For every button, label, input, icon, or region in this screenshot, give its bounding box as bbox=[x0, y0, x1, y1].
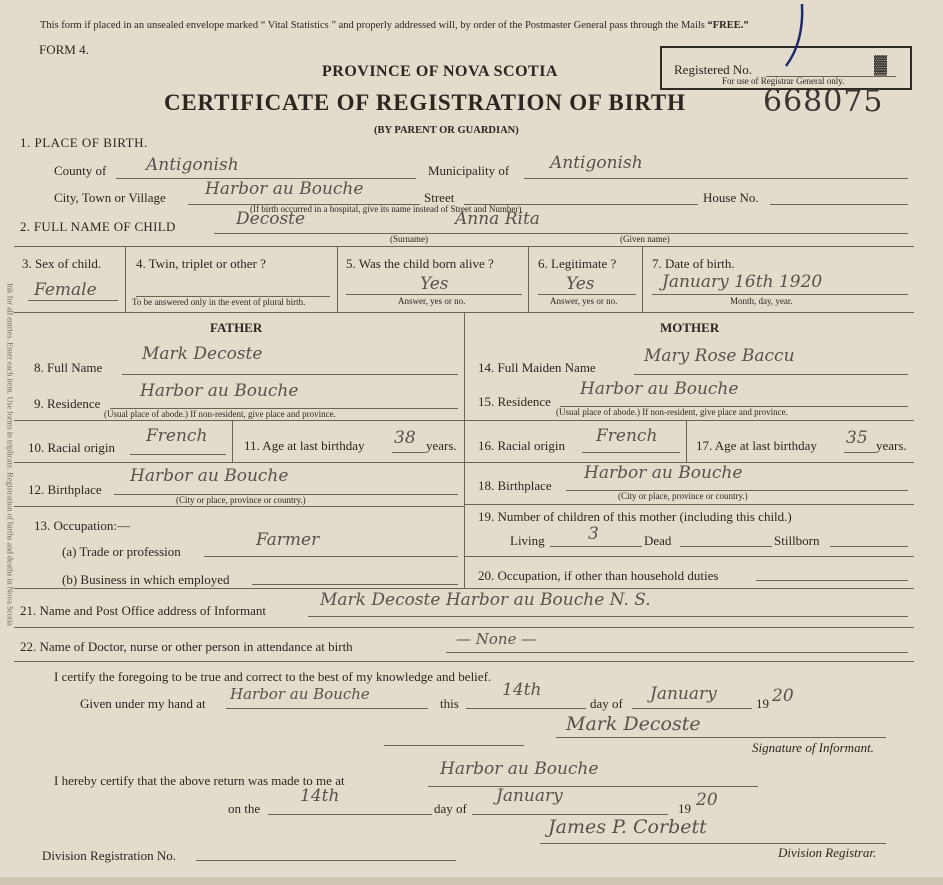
date-label: 7. Date of birth. bbox=[652, 256, 735, 271]
notice-text: This form if placed in an unsealed envelope marked “ Vital Statistics ” and properly addressed will, by order of the Postmaster General pass through the Mails bbox=[40, 20, 708, 31]
alive-label: 5. Was the child born alive ? bbox=[346, 256, 494, 271]
living-value: 3 bbox=[588, 524, 599, 544]
division-label: Division Registration No. bbox=[42, 848, 176, 863]
certificate-number: 668075 bbox=[763, 84, 884, 119]
on-the-label: on the bbox=[228, 801, 261, 816]
mailing-notice bbox=[40, 20, 749, 31]
child-surname-value: Decoste bbox=[236, 209, 306, 229]
county-label: County of bbox=[54, 163, 107, 178]
certify-year-prefix: 19 bbox=[756, 696, 769, 711]
mother-residence-label: 15. Residence bbox=[478, 394, 551, 409]
children-count-label: 19. Number of children of this mother (including this child.) bbox=[478, 509, 792, 524]
mother-occupation-label: 20. Occupation, if other than household duties bbox=[478, 568, 719, 583]
trade-label: (a) Trade or profession bbox=[62, 544, 181, 559]
registrar-day-of-label: day of bbox=[434, 801, 467, 816]
stillborn-label: Stillborn bbox=[774, 533, 820, 548]
municipality-value: Antigonish bbox=[550, 153, 643, 173]
mother-heading: MOTHER bbox=[660, 320, 720, 335]
doctor-value: — None — bbox=[456, 630, 537, 648]
pen-mark bbox=[780, 2, 810, 72]
father-birthplace-note: (City or place, province or country.) bbox=[176, 495, 306, 505]
father-years-label: years. bbox=[426, 438, 457, 453]
signature-caption: Signature of Informant. bbox=[752, 740, 874, 755]
registrar-place-value: Harbor au Bouche bbox=[440, 759, 599, 779]
sex-label: 3. Sex of child. bbox=[22, 256, 102, 271]
informant-label: 21. Name and Post Office address of Informant bbox=[20, 603, 266, 618]
mother-racial-label: 16. Racial origin bbox=[478, 438, 566, 453]
registered-label: Registered No. bbox=[674, 62, 752, 77]
registrar-year-value: 20 bbox=[696, 790, 718, 810]
place-of-birth-heading: 1. PLACE OF BIRTH. bbox=[20, 135, 148, 150]
date-note: Month, day, year. bbox=[730, 296, 793, 306]
certify-day-value: 14th bbox=[502, 680, 542, 700]
certify-month-value: January bbox=[650, 684, 717, 704]
province-heading: PROVINCE OF NOVA SCOTIA bbox=[322, 63, 558, 80]
registered-note: For use of Registrar General only. bbox=[722, 76, 845, 86]
mother-racial-value: French bbox=[596, 426, 658, 446]
house-label: House No. bbox=[703, 190, 759, 205]
subtitle: (BY PARENT OR GUARDIAN) bbox=[374, 125, 519, 136]
father-birthplace-label: 12. Birthplace bbox=[28, 482, 102, 497]
registrar-caption: Division Registrar. bbox=[778, 845, 877, 860]
registrar-day-value: 14th bbox=[300, 786, 340, 806]
certify-text: I certify the foregoing to be true and correct to the best of my knowledge and belief. bbox=[54, 669, 492, 684]
father-age-value: 38 bbox=[394, 428, 416, 448]
mother-age-label: 17. Age at last birthday bbox=[696, 438, 817, 453]
father-occupation-label: 13. Occupation:— bbox=[34, 518, 131, 533]
informant-signature: Mark Decoste bbox=[566, 713, 701, 735]
business-label: (b) Business in which employed bbox=[62, 572, 230, 587]
child-name-label: 2. FULL NAME OF CHILD bbox=[20, 219, 176, 234]
mother-birthplace-value: Harbor au Bouche bbox=[584, 463, 743, 483]
dead-label: Dead bbox=[644, 533, 672, 548]
father-residence-value: Harbor au Bouche bbox=[140, 381, 299, 401]
certificate-title: CERTIFICATE OF REGISTRATION OF BIRTH bbox=[164, 90, 686, 115]
city-label: City, Town or Village bbox=[54, 190, 166, 205]
alive-value: Yes bbox=[420, 274, 449, 294]
hospital-note: (If birth occurred in a hospital, give its name instead of Street and Number) bbox=[250, 204, 522, 214]
city-value: Harbor au Bouche bbox=[205, 179, 364, 199]
twin-note: To be answered only in the event of plural birth. bbox=[132, 297, 306, 307]
mother-birthplace-label: 18. Birthplace bbox=[478, 478, 552, 493]
mother-residence-note: (Usual place of abode.) If non-resident, give place and province. bbox=[556, 407, 788, 417]
given-caption: (Given name) bbox=[620, 234, 670, 244]
municipality-label: Municipality of bbox=[428, 163, 510, 178]
mother-residence-value: Harbor au Bouche bbox=[580, 379, 739, 399]
legitimate-note: Answer, yes or no. bbox=[550, 296, 618, 306]
doctor-label: 22. Name of Doctor, nurse or other person in attendance at birth bbox=[20, 639, 353, 654]
registered-stamp: ▓ bbox=[874, 54, 888, 74]
alive-note: Answer, yes or no. bbox=[398, 296, 466, 306]
informant-value: Mark Decoste Harbor au Bouche N. S. bbox=[320, 590, 651, 610]
mother-name-label: 14. Full Maiden Name bbox=[478, 360, 596, 375]
this-label: this bbox=[440, 696, 459, 711]
mother-birthplace-note: (City or place, province or country.) bbox=[618, 491, 748, 501]
free-label: “FREE.” bbox=[707, 20, 749, 31]
trade-value: Farmer bbox=[256, 530, 320, 550]
date-value: January 16th 1920 bbox=[662, 272, 823, 292]
registrar-signature: James P. Corbett bbox=[548, 816, 707, 838]
child-given-value: Anna Rita bbox=[455, 209, 540, 229]
given-place-value: Harbor au Bouche bbox=[230, 685, 370, 703]
mother-name-value: Mary Rose Baccu bbox=[644, 346, 795, 366]
legitimate-label: 6. Legitimate ? bbox=[538, 256, 617, 271]
father-birthplace-value: Harbor au Bouche bbox=[130, 466, 289, 486]
sex-value: Female bbox=[34, 280, 97, 300]
street-label: Street bbox=[424, 190, 455, 205]
father-name-value: Mark Decoste bbox=[142, 344, 263, 364]
registrar-year-prefix: 19 bbox=[678, 801, 691, 816]
form-number: FORM 4. bbox=[39, 42, 89, 57]
registrar-text: I hereby certify that the above return was made to me at bbox=[54, 773, 345, 788]
father-residence-note: (Usual place of abode.) If non-resident, give place and province. bbox=[104, 409, 336, 419]
mother-age-value: 35 bbox=[846, 428, 868, 448]
registrar-month-value: January bbox=[496, 786, 563, 806]
father-racial-label: 10. Racial origin bbox=[28, 440, 116, 455]
legitimate-value: Yes bbox=[566, 274, 595, 294]
living-label: Living bbox=[510, 533, 545, 548]
county-value: Antigonish bbox=[146, 155, 239, 175]
father-name-label: 8. Full Name bbox=[34, 360, 103, 375]
twin-label: 4. Twin, triplet or other ? bbox=[136, 256, 266, 271]
surname-caption: (Surname) bbox=[390, 234, 428, 244]
mother-years-label: years. bbox=[876, 438, 907, 453]
given-under-label: Given under my hand at bbox=[80, 696, 206, 711]
father-age-label: 11. Age at last birthday bbox=[244, 438, 365, 453]
certify-year-value: 20 bbox=[772, 686, 794, 706]
certify-day-of-label: day of bbox=[590, 696, 623, 711]
margin-text: Ink for all entries. Enter each item. Use forms in triplicate. Registration of births and deaths in Nova Scotia bbox=[5, 283, 15, 626]
father-residence-label: 9. Residence bbox=[34, 396, 101, 411]
father-racial-value: French bbox=[146, 426, 208, 446]
father-heading: FATHER bbox=[210, 320, 263, 335]
